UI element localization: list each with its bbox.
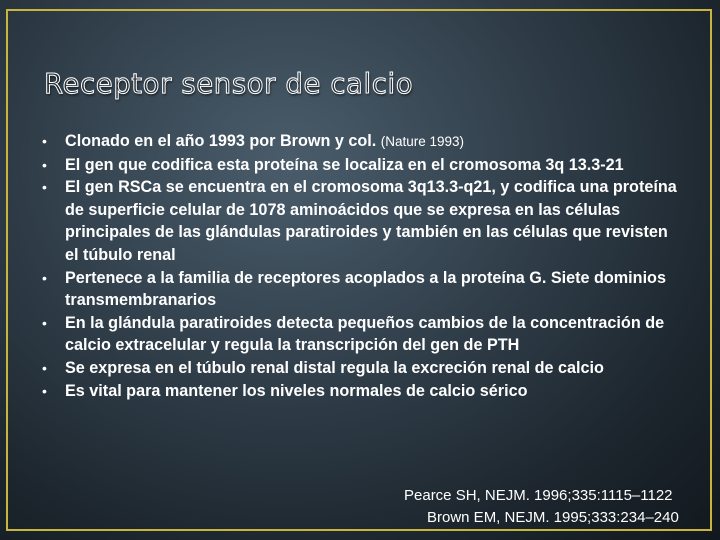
reference-brown: Brown EM, NEJM. 1995;333:234–240 bbox=[427, 509, 679, 526]
bullet-icon: • bbox=[42, 156, 47, 173]
bullet-item bbox=[42, 357, 682, 380]
slide-title: Receptor sensor de calcio bbox=[44, 68, 414, 100]
bullet-list bbox=[42, 130, 682, 402]
bullet-item bbox=[42, 154, 682, 177]
bullet-icon: • bbox=[42, 133, 47, 149]
bullet-icon: • bbox=[42, 359, 47, 376]
bullet-text: Se expresa en el túbulo renal distal regula la excreción renal de calcio bbox=[65, 358, 604, 377]
bullet-text: Pertenece a la familia de receptores acoplados a la proteína G. Siete dominios transmembranarios bbox=[65, 268, 666, 310]
reference-pearce: Pearce SH, NEJM. 1996;335:1115–1122 bbox=[404, 487, 673, 504]
bullet-item bbox=[42, 176, 682, 266]
bullet-item bbox=[42, 380, 682, 403]
bullet-note: (Nature 1993) bbox=[380, 134, 465, 149]
bullet-text: Clonado en el año 1993 por Brown y col. bbox=[65, 132, 377, 150]
bullet-icon: • bbox=[42, 382, 47, 399]
bullet-text: Es vital para mantener los niveles normales de calcio sérico bbox=[65, 381, 528, 400]
bullet-text: El gen RSCa se encuentra en el cromosoma 3q13.3-q21, y codifica una proteína de superficie celular de 1078 aminoácidos que se expresa en las células principales de las glándulas paratiroides y también en las células que revisten el túbulo renal bbox=[65, 178, 677, 264]
bullet-icon: • bbox=[42, 314, 47, 331]
bullet-text: El gen que codifica esta proteína se localiza en el cromosoma 3q 13.3-21 bbox=[65, 155, 624, 174]
bullet-icon: • bbox=[42, 179, 47, 196]
bullet-icon: • bbox=[42, 269, 47, 286]
bullet-item bbox=[42, 312, 682, 357]
bullet-text: En la glándula paratiroides detecta pequeños cambios de la concentración de calcio extracelular y regula la transcripción del gen de PTH bbox=[65, 313, 665, 355]
bullet-item bbox=[42, 267, 682, 312]
bullet-item bbox=[42, 130, 682, 154]
